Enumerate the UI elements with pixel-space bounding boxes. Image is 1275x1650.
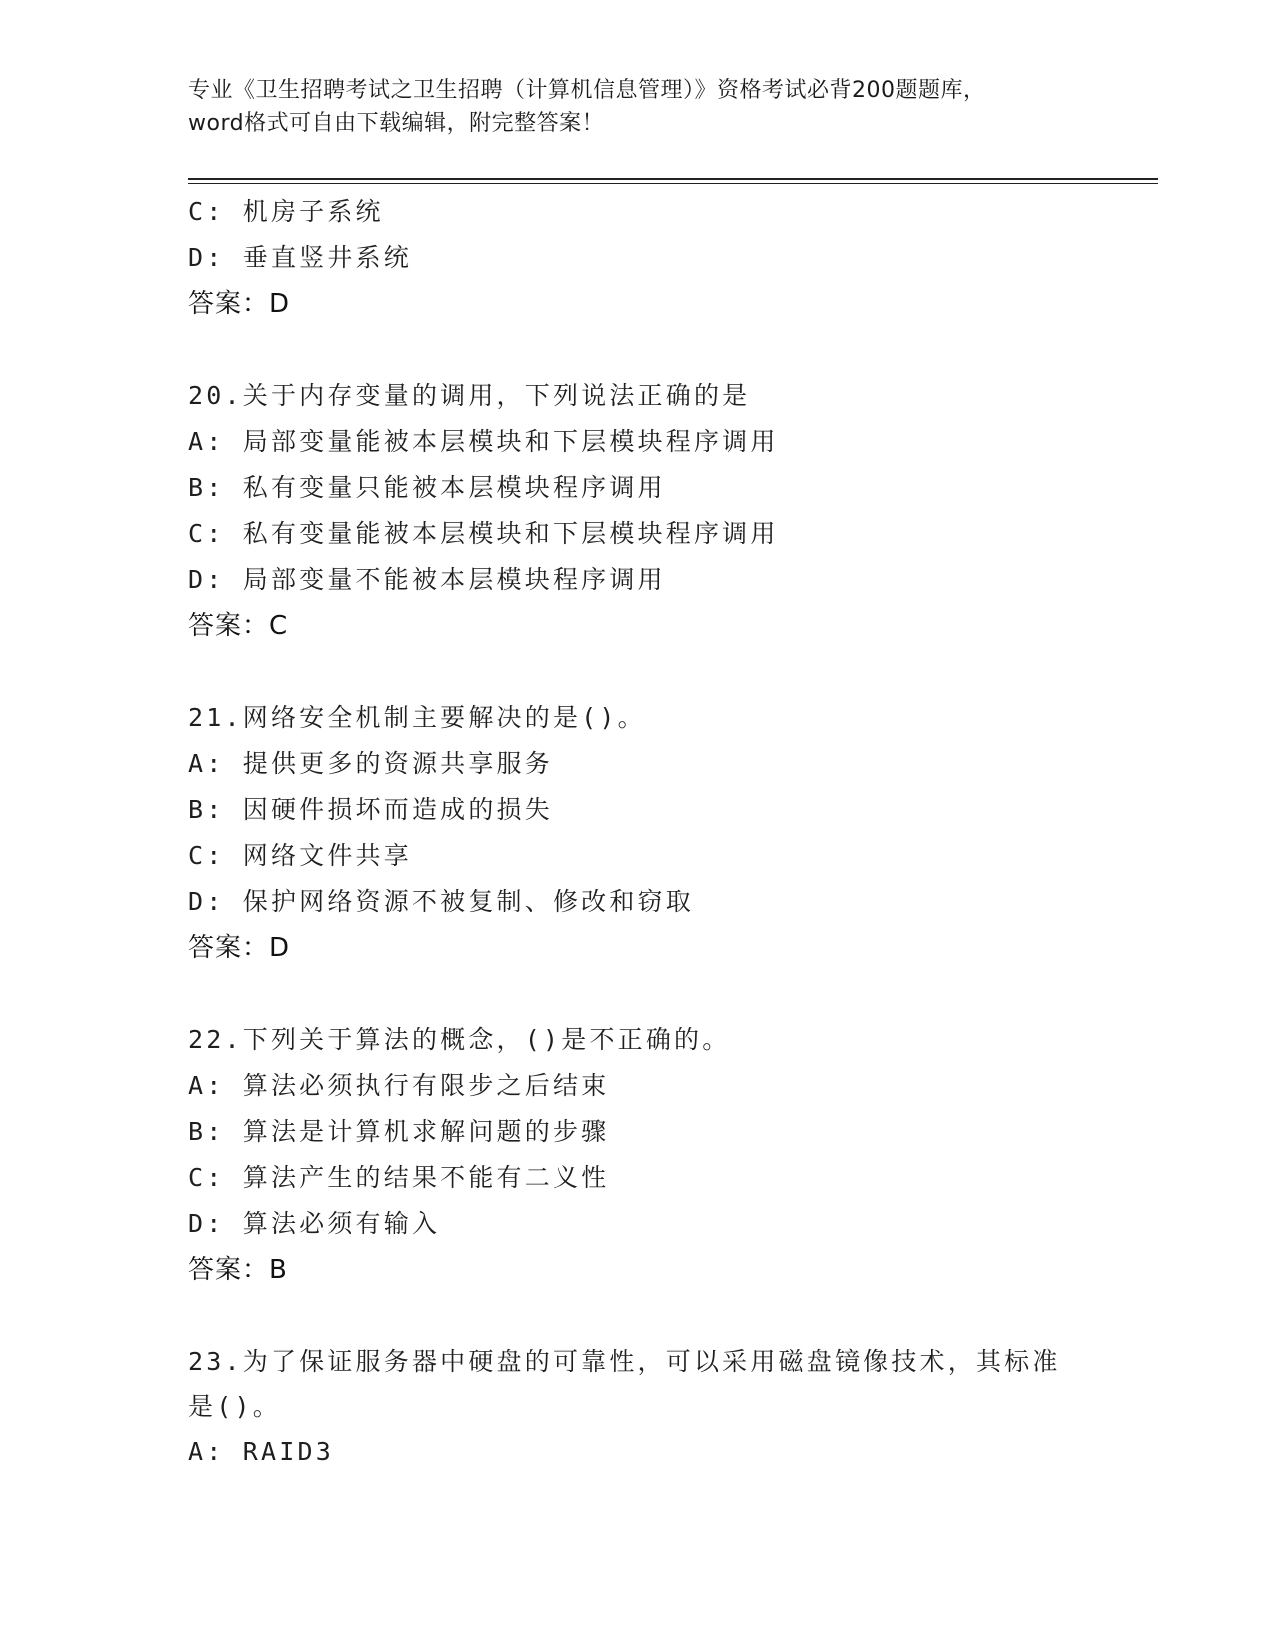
option-c: C: 算法产生的结果不能有二义性 [188, 1163, 610, 1192]
header-line-2: word格式可自由下载编辑，附完整答案！ [188, 111, 605, 136]
question-stem: 22.下列关于算法的概念，()是不正确的。 [188, 1025, 731, 1054]
option-d: D: 保护网络资源不被复制、修改和窃取 [188, 887, 694, 916]
spacer [188, 1293, 1088, 1339]
option-a: A: RAID3 [188, 1437, 335, 1466]
question-19-continuation [188, 189, 1088, 327]
document-header [188, 74, 1088, 140]
header-divider-thick [188, 178, 1158, 180]
question-21 [188, 695, 1088, 971]
answer-line: 答案：D [188, 289, 291, 319]
option-c: C: 机房子系统 [188, 197, 384, 226]
option-b: B: 私有变量只能被本层模块程序调用 [188, 473, 666, 502]
option-d: D: 算法必须有输入 [188, 1209, 441, 1238]
header-line-1: 专业《卫生招聘考试之卫生招聘（计算机信息管理）》资格考试必背200题题库， [188, 78, 986, 103]
question-20 [188, 373, 1088, 649]
spacer [188, 971, 1088, 1017]
option-c: C: 私有变量能被本层模块和下层模块程序调用 [188, 519, 779, 548]
option-d: D: 垂直竖井系统 [188, 243, 412, 272]
option-d: D: 局部变量不能被本层模块程序调用 [188, 565, 666, 594]
option-b: B: 因硬件损坏而造成的损失 [188, 795, 553, 824]
option-a: A: 提供更多的资源共享服务 [188, 749, 553, 778]
spacer [188, 327, 1088, 373]
header-divider-thin [188, 183, 1158, 184]
answer-line: 答案：C [188, 611, 289, 641]
option-a: A: 算法必须执行有限步之后结束 [188, 1071, 610, 1100]
question-stem: 21.网络安全机制主要解决的是()。 [188, 703, 646, 732]
answer-line: 答案：B [188, 1255, 288, 1285]
option-a: A: 局部变量能被本层模块和下层模块程序调用 [188, 427, 779, 456]
question-stem: 20.关于内存变量的调用，下列说法正确的是 [188, 381, 751, 410]
answer-line: 答案：D [188, 933, 291, 963]
question-22 [188, 1017, 1088, 1293]
question-23 [188, 1339, 1088, 1475]
question-list [188, 189, 1088, 1475]
option-c: C: 网络文件共享 [188, 841, 412, 870]
question-stem: 23.为了保证服务器中硬盘的可靠性，可以采用磁盘镜像技术，其标准是()。 [188, 1347, 1061, 1421]
option-b: B: 算法是计算机求解问题的步骤 [188, 1117, 610, 1146]
spacer [188, 649, 1088, 695]
